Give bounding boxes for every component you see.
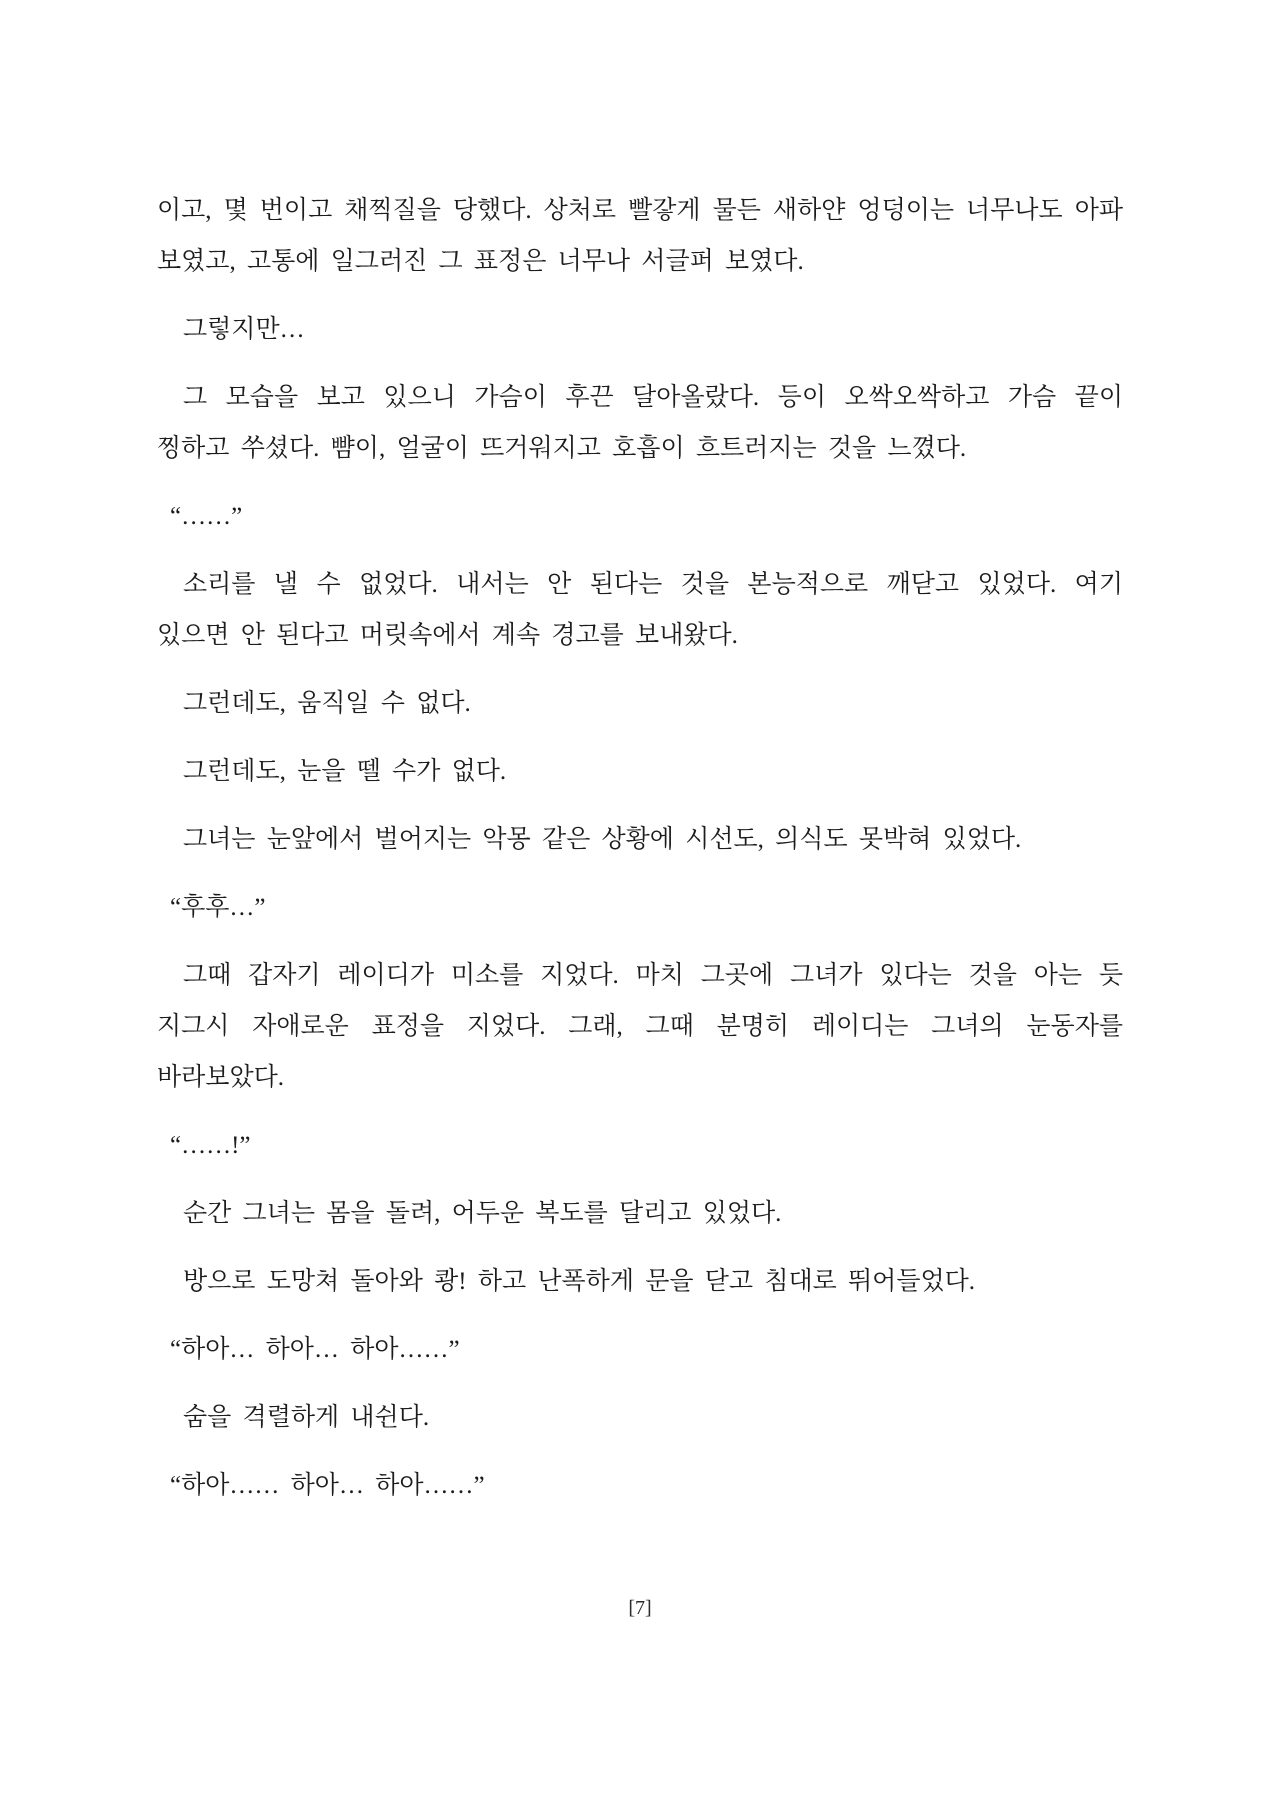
paragraph-dialogue: “하아…… 하아… 하아……” — [170, 1472, 485, 1499]
paragraph-dialogue: “……” — [170, 503, 243, 530]
paragraph: 이고, 몇 번이고 채찍질을 당했다. 상처로 빨갛게 물든 새하얀 엉덩이는 너무나도 아파 보였고, 고통에 일그러진 그 표정은 너무나 서글퍼 보였다. — [157, 197, 1123, 275]
paragraph: 그런데도, 눈을 뗄 수가 없다. — [183, 758, 507, 785]
paragraph: 그때 갑자기 레이디가 미소를 지었다. 마치 그곳에 그녀가 있다는 것을 아는 듯 지그시 자애로운 표정을 지었다. 그래, 그때 분명히 레이디는 그녀의 눈동자를 바라보았다. — [157, 962, 1123, 1091]
paragraph: 숨을 격렬하게 내쉰다. — [183, 1404, 430, 1431]
paragraph: 소리를 낼 수 없었다. 내서는 안 된다는 것을 본능적으로 깨닫고 있었다. 여기 있으면 안 된다고 머릿속에서 계속 경고를 보내왔다. — [157, 571, 1123, 649]
paragraph: 순간 그녀는 몸을 돌려, 어두운 복도를 달리고 있었다. — [183, 1200, 782, 1227]
paragraph: 그런데도, 움직일 수 없다. — [183, 690, 471, 717]
page-number: [7] — [628, 1597, 652, 1619]
paragraph-dialogue: “후후…” — [170, 894, 266, 921]
paragraph-dialogue: “……!” — [170, 1132, 251, 1159]
paragraph: 그 모습을 보고 있으니 가슴이 후끈 달아올랐다. 등이 오싹오싹하고 가슴 끝이 찡하고 쑤셨다. 뺨이, 얼굴이 뜨거워지고 호흡이 흐트러지는 것을 느꼈다. — [157, 384, 1123, 462]
paragraph-dialogue: “하아… 하아… 하아……” — [170, 1336, 460, 1363]
paragraph: 그녀는 눈앞에서 벌어지는 악몽 같은 상황에 시선도, 의식도 못박혀 있었다. — [183, 826, 1022, 853]
paragraph: 그렇지만… — [183, 316, 305, 343]
paragraph: 방으로 도망쳐 돌아와 쾅! 하고 난폭하게 문을 닫고 침대로 뛰어들었다. — [183, 1268, 976, 1295]
text-body — [157, 185, 1123, 1528]
